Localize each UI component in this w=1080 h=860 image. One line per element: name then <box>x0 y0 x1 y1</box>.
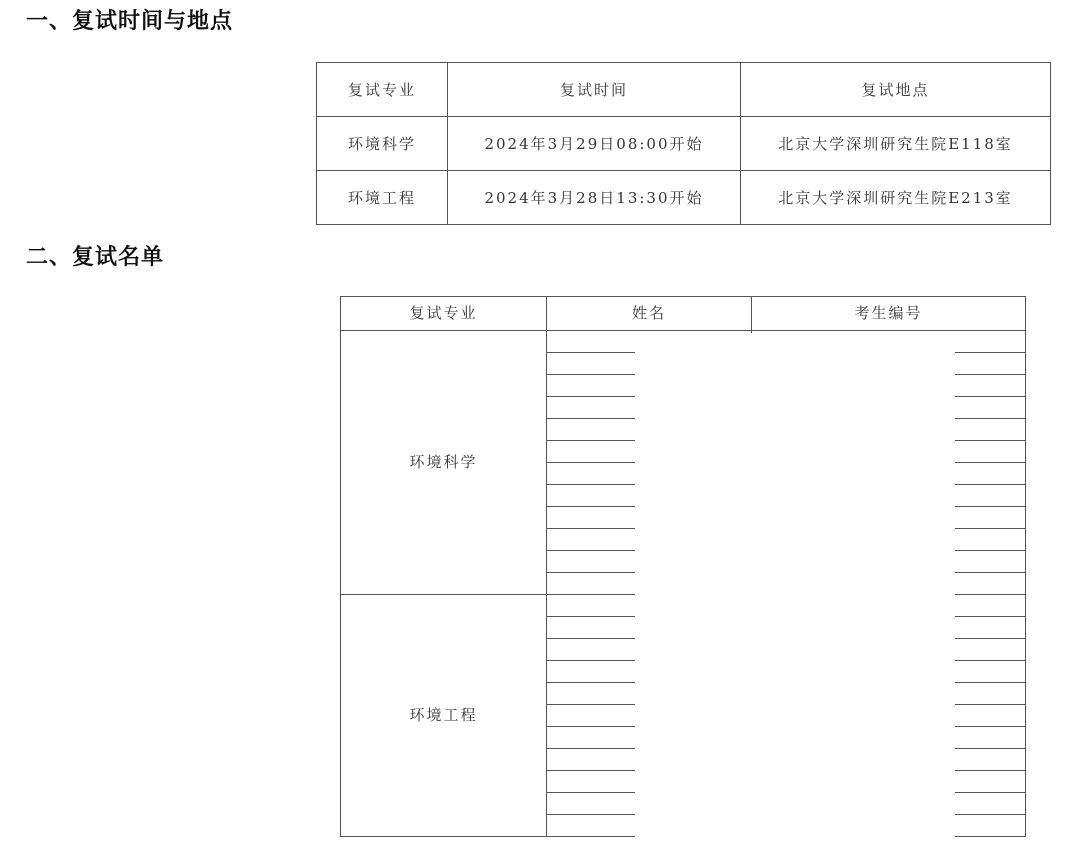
table-row <box>317 171 1051 225</box>
header-major: 复试专业 <box>317 63 448 117</box>
redaction-block <box>635 333 955 843</box>
cell-time: 2024年3月29日08:00开始 <box>448 117 741 171</box>
cell-location: 北京大学深圳研究生院E118室 <box>741 117 1051 171</box>
cell-major: 环境工程 <box>317 171 448 225</box>
header-time: 复试时间 <box>448 63 741 117</box>
section-heading-schedule: 一、复试时间与地点 <box>26 8 234 34</box>
table-row <box>317 117 1051 171</box>
cell-time: 2024年3月28日13:30开始 <box>448 171 741 225</box>
header-major: 复试专业 <box>341 297 547 331</box>
header-name: 姓名 <box>547 297 752 331</box>
cell-major: 环境科学 <box>317 117 448 171</box>
cell-major: 环境工程 <box>341 595 547 837</box>
schedule-table <box>316 62 1051 225</box>
cell-major: 环境科学 <box>341 331 547 595</box>
table-header-row <box>341 297 1026 331</box>
section-heading-roster: 二、复试名单 <box>26 244 165 270</box>
header-candidate-id: 考生编号 <box>752 297 1026 331</box>
cell-location: 北京大学深圳研究生院E213室 <box>741 171 1051 225</box>
table-header-row <box>317 63 1051 117</box>
header-location: 复试地点 <box>741 63 1051 117</box>
